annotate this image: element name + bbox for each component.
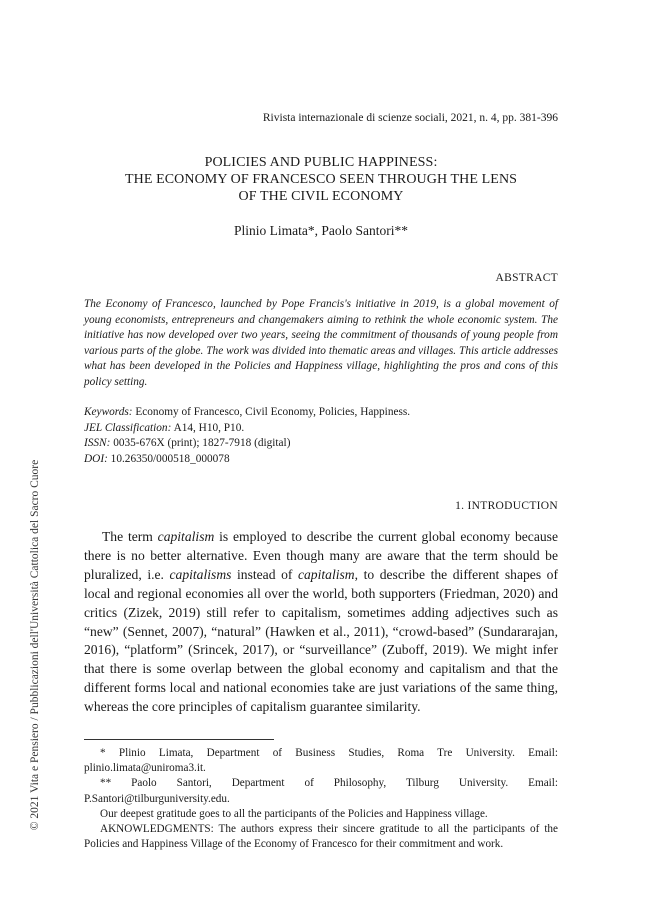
copyright-text: © 2021 Vita e Pensiero / Pubblicazioni dell'Università Cattolica del Sacro Cuore bbox=[29, 459, 41, 831]
keywords-line bbox=[84, 405, 558, 421]
jel-label: JEL Classification: bbox=[84, 421, 172, 434]
intro-emphasis-2: capitalisms bbox=[169, 566, 232, 582]
intro-text-b: is employed to describe the current global economy because there is no better alternative. Even though many are aware that the term should be pluralized, i.e. bbox=[84, 529, 558, 582]
footnote-2: ** Paolo Santori, Department of Philosophy, Tilburg University. Email: P.Santori@tilburguniversity.edu. bbox=[84, 777, 558, 805]
keywords-value: Economy of Francesco, Civil Economy, Policies, Happiness. bbox=[135, 406, 411, 418]
jel-line bbox=[84, 421, 558, 437]
footnote-1: * Plinio Limata, Department of Business Studies, Roma Tre University. Email: plinio.limata@uniroma3.it. bbox=[84, 747, 558, 775]
abstract-text: The Economy of Francesco, launched by Pope Francis's initiative in 2019, is a global movement of young economists, entrepreneurs and changemakers aiming to rethink the whole economic system. The initiative has now developed over two years, seeing the commitment of thousands of young people from various parts of the globe. The work was divided into thematic areas and villages. This article addresses what has been developed in the Policies and Happiness village, highlighting the pros and cons of this policy setting. bbox=[84, 298, 558, 388]
title-line-2: THE ECONOMY OF FRANCESCO SEEN THROUGH THE LENS bbox=[124, 172, 518, 187]
issn-value: 0035-676X (print); 1827-7918 (digital) bbox=[113, 437, 291, 450]
footnote-4: AKNOWLEDGMENTS: The authors express their sincere gratitude to all the participants of the Policies and Happiness Village of the Economy of Francesco for their commitment and work. bbox=[84, 823, 558, 851]
issn-line bbox=[84, 436, 558, 452]
article-metadata bbox=[84, 405, 558, 467]
title-line-1: POLICIES AND PUBLIC HAPPINESS: bbox=[204, 155, 438, 170]
footnote-divider bbox=[84, 739, 274, 740]
copyright-side-note bbox=[28, 460, 42, 830]
section-heading-introduction: 1. INTRODUCTION bbox=[455, 500, 558, 512]
intro-text-a: The term bbox=[102, 529, 158, 544]
doi-line bbox=[84, 452, 558, 468]
abstract-heading: ABSTRACT bbox=[495, 272, 558, 284]
footnotes bbox=[84, 746, 558, 852]
issn-label: ISSN: bbox=[84, 437, 111, 450]
doi-value: 10.26350/000518_000078 bbox=[110, 452, 230, 465]
intro-text-c: instead of bbox=[231, 566, 298, 582]
title-line-3: OF THE CIVIL ECONOMY bbox=[238, 189, 404, 204]
jel-value: A14, H10, P10. bbox=[173, 421, 245, 434]
footnote-3: Our deepest gratitude goes to all the participants of the Policies and Happiness village. bbox=[100, 807, 488, 820]
doi-label: DOI: bbox=[84, 452, 108, 465]
authors: Plinio Limata*, Paolo Santori** bbox=[234, 223, 408, 238]
introduction-paragraph bbox=[84, 528, 558, 717]
intro-text-d: , to describe the different shapes of local and regional economies all over the world, both supporters (Friedman, 2020) and critics (Zizek, 2019) still refer to capitalism, sometimes adding adjectives such as “new” (Sennet, 2007), “natural” (Hawken et al., 2011), “crowd-based” (Sundararajan, 2016), “platform” (Srincek, 2017), or “surveillance” (Zuboff, 2019). We might infer that there is some overlap between the global economy and capitalism and that the different forms local and national economies take are just variations of the same thing, whereas the core principles of capitalism guarantee similarity. bbox=[84, 566, 558, 715]
running-head: Rivista internazionale di scienze sociali, 2021, n. 4, pp. 381-396 bbox=[262, 112, 558, 124]
article-title bbox=[84, 154, 558, 205]
intro-emphasis-1: capitalism bbox=[157, 529, 215, 544]
intro-emphasis-3: capitalism bbox=[297, 566, 355, 582]
keywords-label: Keywords: bbox=[84, 406, 133, 418]
